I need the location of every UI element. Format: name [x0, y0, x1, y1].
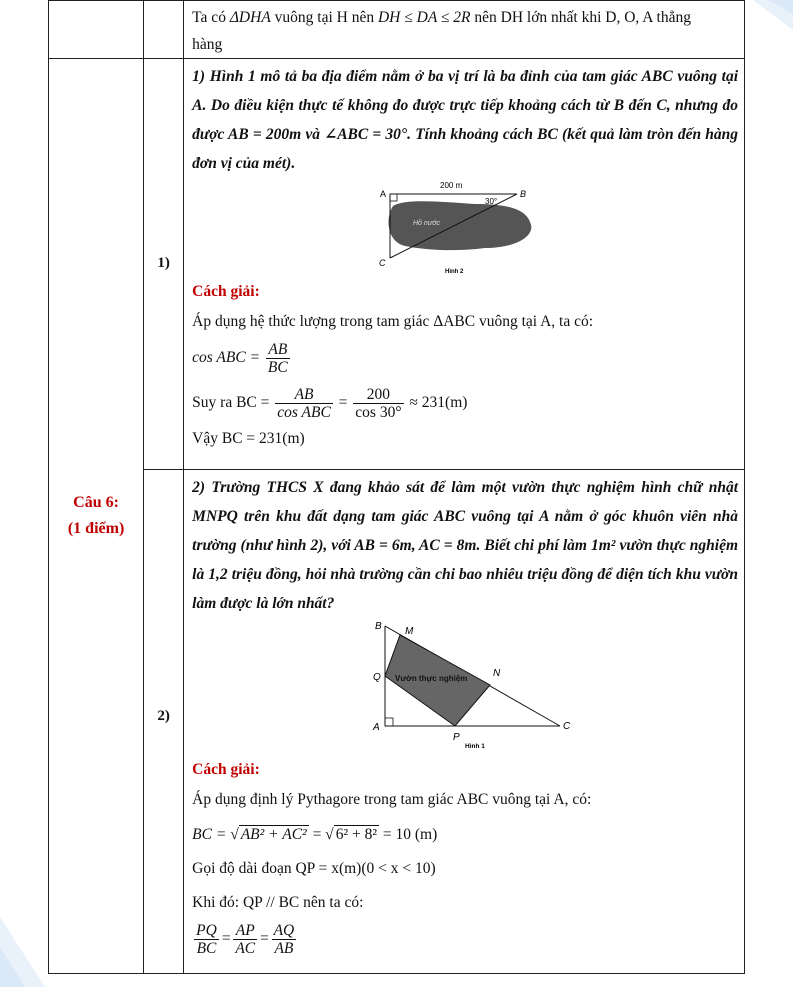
fig2-garden-label: Vườn thực nghiệm [395, 674, 468, 683]
fig2-label-m: M [405, 626, 414, 637]
bc-fraction-1 [275, 386, 333, 421]
r2-num: AP [233, 922, 257, 940]
fig2-label-p: P [453, 732, 460, 743]
fig1-top-label: 200 m [440, 181, 463, 190]
bc2-result: = 10 (m) [382, 826, 438, 843]
fig1-lake-label: Hồ nước [413, 220, 441, 227]
bc2-sqrt2: 6² + 8² [335, 826, 377, 843]
fig2-label-b: B [375, 621, 382, 632]
top-text-mid: vuông tại H nên [274, 9, 375, 26]
table-row-part1 [49, 59, 745, 470]
bc2-sqrt1: AB² + AC² [240, 826, 307, 843]
part1-cos-line [192, 341, 738, 376]
figure-lake [365, 178, 565, 276]
part2-line3: Gọi độ dài đoạn QP = x(m)(0 < x < 10) [192, 860, 436, 877]
top-text-pre: Ta có [192, 9, 226, 26]
part2-line1: Áp dụng định lý Pythagore trong tam giác ABC vuông tại A, có: [192, 791, 592, 808]
table-row-top [49, 1, 745, 59]
right-angle-mark [390, 194, 397, 201]
part2-number: 2) [157, 708, 170, 724]
part2-content-cell [184, 470, 745, 974]
r1-num: PQ [196, 922, 217, 939]
r1-den: BC [196, 940, 217, 957]
r2-den: AC [235, 940, 256, 957]
fig2-label-c: C [563, 721, 571, 732]
f1-den: cos ABC [277, 404, 331, 421]
right-angle-mark [385, 718, 393, 726]
bc-fraction-2 [353, 386, 403, 421]
part2-ratio-line: $\frac{PQ}{BC}$ = $\frac{AP}{AC}$ = $\frac{AQ}{AB}$ [196, 922, 295, 957]
fig1-label-b: B [520, 189, 527, 199]
f2-den: cos 30° [355, 404, 402, 421]
bc2-lhs: BC = [192, 826, 227, 843]
part1-problem: 1) Hình 1 mô tả ba địa điểm nằm ở ba vị trí là ba đỉnh của tam giác ABC vuông tại A. Do điều kiện thực tế không đo được trực tiếp khoảng cách từ B đến C, nhưng đo được AB = 200m và ∠ABC = 30°. Tính khoảng cách BC (kết quả làm tròn đến hàng đơn vị của mét). [192, 68, 738, 172]
r3-num: AQ [273, 922, 295, 939]
fig1-label-a: A [380, 189, 387, 199]
question-label-cell [49, 59, 144, 974]
bc-pre: Suy ra BC = [192, 394, 270, 412]
inequality: DH ≤ DA ≤ 2R [377, 9, 471, 26]
cos-num: AB [266, 341, 290, 359]
cos-lhs: cos ABC = [192, 349, 261, 367]
ratio-2 [233, 922, 257, 957]
fig1-caption: Hình 2 [445, 269, 464, 275]
fig2-label-q: Q [373, 672, 381, 683]
part1-content-cell [184, 59, 745, 470]
cos-den: BC [267, 359, 288, 376]
part1-number: 1) [157, 255, 170, 271]
part2-solution-title: Cách giải: [192, 761, 260, 778]
fig1-label-c: C [379, 258, 386, 268]
question-label: Câu 6: [73, 494, 119, 511]
part1-bc-line: Suy ra BC = $\frac{AB}{\text{cos ABC}}$ = $\frac{200}{\cos 30^\circ}$ ≈ 231(m) [192, 386, 468, 421]
part2-problem: 2) Trường THCS X đang khảo sát để làm một vườn thực nghiệm hình chữ nhật MNPQ trên khu đất dạng tam giác ABC vuông tại A nằm ở góc khuôn viên nhà trường (như hình 2), với AB = 6m, AC = 8m. Biết chi phí làm 1m² vườn thực nghiệm là 1,2 triệu đồng, hỏi nhà trường cần chi bao nhiêu triệu đồng để diện tích khu vườn làm được là lớn nhất? [192, 479, 738, 612]
part1-number-cell [144, 59, 184, 470]
fig2-caption: Hình 1 [465, 743, 485, 750]
cos-fraction [266, 341, 290, 376]
part2-number-cell [144, 470, 184, 974]
fig1-angle-label: 30° [485, 197, 498, 206]
question-points: (1 điểm) [67, 520, 125, 537]
part1-solution-title: Cách giải: [192, 283, 260, 300]
fig2-label-n: N [493, 668, 501, 679]
triangle-dha: ΔDHA [229, 9, 271, 26]
part1-line1: Áp dụng hệ thức lượng trong tam giác ΔABC vuông tại A, ta có: [192, 313, 594, 330]
part2-bc-line: BC = √ AB² + AC² = √ 6² + 8² = 10 (m) [192, 826, 438, 843]
f2-num: 200 [353, 386, 403, 404]
top-text-cell [184, 1, 745, 59]
top-text-post: nên DH lớn nhất khi D, O, A thẳng [474, 9, 691, 26]
top-text-line2: hàng [192, 36, 223, 53]
fig2-label-a: A [373, 722, 380, 733]
bc-approx: ≈ 231(m) [409, 394, 468, 412]
figure-garden [355, 618, 575, 750]
table-row-part2 [49, 470, 745, 974]
ratio-3 [272, 922, 297, 957]
part2-line4: Khi đó: QP // BC nên ta có: [192, 894, 364, 911]
r3-den: AB [274, 940, 294, 957]
solution-table [48, 0, 745, 974]
empty-cell [144, 1, 184, 59]
empty-cell [49, 1, 144, 59]
f1-num: AB [275, 386, 333, 404]
part1-conclusion: Vậy BC = 231(m) [192, 430, 305, 447]
lake-shape [389, 201, 532, 250]
ratio-1 [194, 922, 219, 957]
